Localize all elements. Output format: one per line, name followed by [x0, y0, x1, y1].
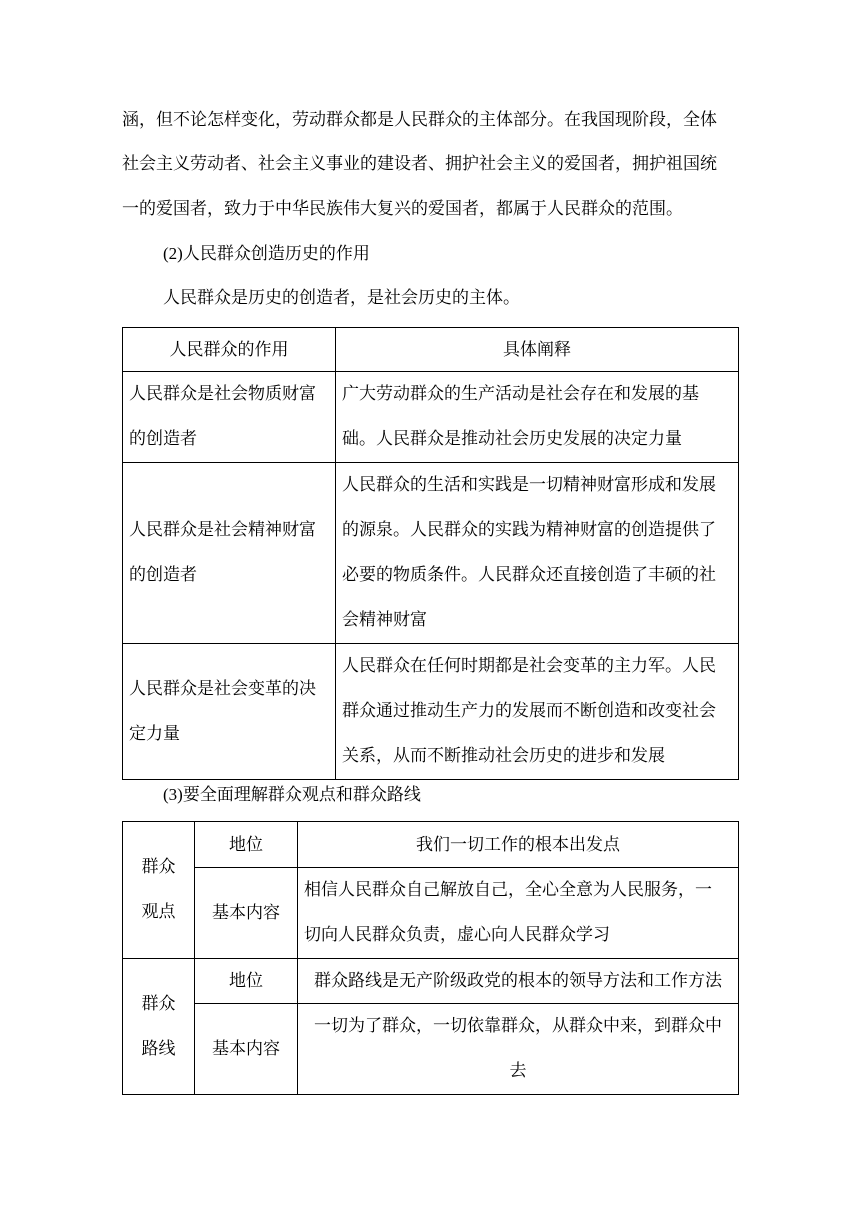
table-row: [123, 372, 739, 463]
explanation-line: 础。人民群众是推动社会历史发展的决定力量: [342, 429, 682, 449]
intro-line: 社会主义劳动者、社会主义事业的建设者、拥护社会主义的爱国者，拥护祖国统: [122, 154, 717, 174]
section2-number: (2): [163, 244, 183, 263]
role-line: 人民群众是社会精神财富: [129, 520, 316, 540]
table-row: [123, 644, 739, 780]
mass-line-table: [122, 821, 739, 1095]
explanation-cell: [336, 463, 739, 644]
section2-heading: [163, 243, 370, 265]
section3-number: (3): [163, 785, 183, 804]
section2-title: 人民群众创造历史的作用: [182, 244, 370, 264]
table-row: [123, 463, 739, 644]
explanation-line: 的源泉。人民群众的实践为精神财富的创造提供了: [342, 520, 716, 540]
group-name-cell: [123, 959, 195, 1095]
table-row: [123, 959, 739, 1004]
value-line: 切向人民群众负责，虚心向人民群众学习: [304, 925, 610, 945]
table-row: [123, 868, 739, 959]
explanation-line: 群众通过推动生产力的发展而不断创造和改变社会: [342, 701, 716, 721]
role-line: 人民群众是社会变革的决: [129, 678, 316, 699]
group-name-line: 观点: [141, 902, 176, 922]
label-cell: 基本内容: [195, 868, 298, 959]
label-cell: 基本内容: [195, 1004, 298, 1095]
role-line: 的创造者: [129, 429, 197, 449]
label-cell: 地位: [195, 822, 298, 868]
value-line: 相信人民群众自己解放自己，全心全意为人民服务，一: [304, 880, 712, 900]
explanation-line: 关系，从而不断推动社会历史的进步和发展: [342, 746, 665, 766]
role-cell: [123, 644, 336, 780]
value-cell: [298, 1004, 739, 1095]
explanation-line: 必要的物质条件。人民群众还直接创造了丰硕的社: [342, 565, 716, 585]
column-header-role: 人民群众的作用: [123, 328, 336, 372]
role-line: 定力量: [129, 723, 180, 744]
section3-heading: [163, 784, 421, 806]
section2-lead: 人民群众是历史的创造者，是社会历史的主体。: [163, 288, 520, 308]
explanation-line: 会精神财富: [342, 610, 427, 630]
group-name-cell: [123, 822, 195, 959]
roles-table: [122, 327, 739, 780]
explanation-line: 人民群众的生活和实践是一切精神财富形成和发展: [342, 475, 716, 495]
value-cell: [298, 868, 739, 959]
intro-line: 涵，但不论怎样变化，劳动群众都是人民群众的主体部分。在我国现阶段，全体: [122, 110, 717, 130]
group-name-line: 群众: [141, 993, 176, 1014]
role-line: 的创造者: [129, 565, 197, 585]
section3-title: 要全面理解群众观点和群众路线: [182, 785, 421, 805]
label-cell: 地位: [195, 959, 298, 1004]
table-header-row: [123, 328, 739, 372]
value-cell: 我们一切工作的根本出发点: [298, 822, 739, 868]
value-line: 一切为了群众，一切依靠群众，从群众中来，到群众中: [314, 1016, 722, 1036]
role-cell: [123, 463, 336, 644]
explanation-cell: [336, 372, 739, 463]
value-cell: 群众路线是无产阶级政党的根本的领导方法和工作方法: [298, 959, 739, 1004]
explanation-line: 广大劳动群众的生产活动是社会存在和发展的基: [342, 384, 699, 404]
value-line: 去: [509, 1061, 527, 1081]
intro-line: 一的爱国者，致力于中华民族伟大复兴的爱国者，都属于人民群众的范围。: [122, 199, 683, 219]
group-name-line: 路线: [141, 1038, 176, 1059]
table-row: [123, 822, 739, 868]
explanation-line: 人民群众在任何时期都是社会变革的主力军。人民: [342, 656, 716, 676]
group-name-line: 群众: [141, 857, 176, 877]
table-row: [123, 1004, 739, 1095]
role-line: 人民群众是社会物质财富: [129, 384, 316, 404]
role-cell: [123, 372, 336, 463]
column-header-explanation: 具体阐释: [336, 328, 739, 372]
explanation-cell: [336, 644, 739, 780]
